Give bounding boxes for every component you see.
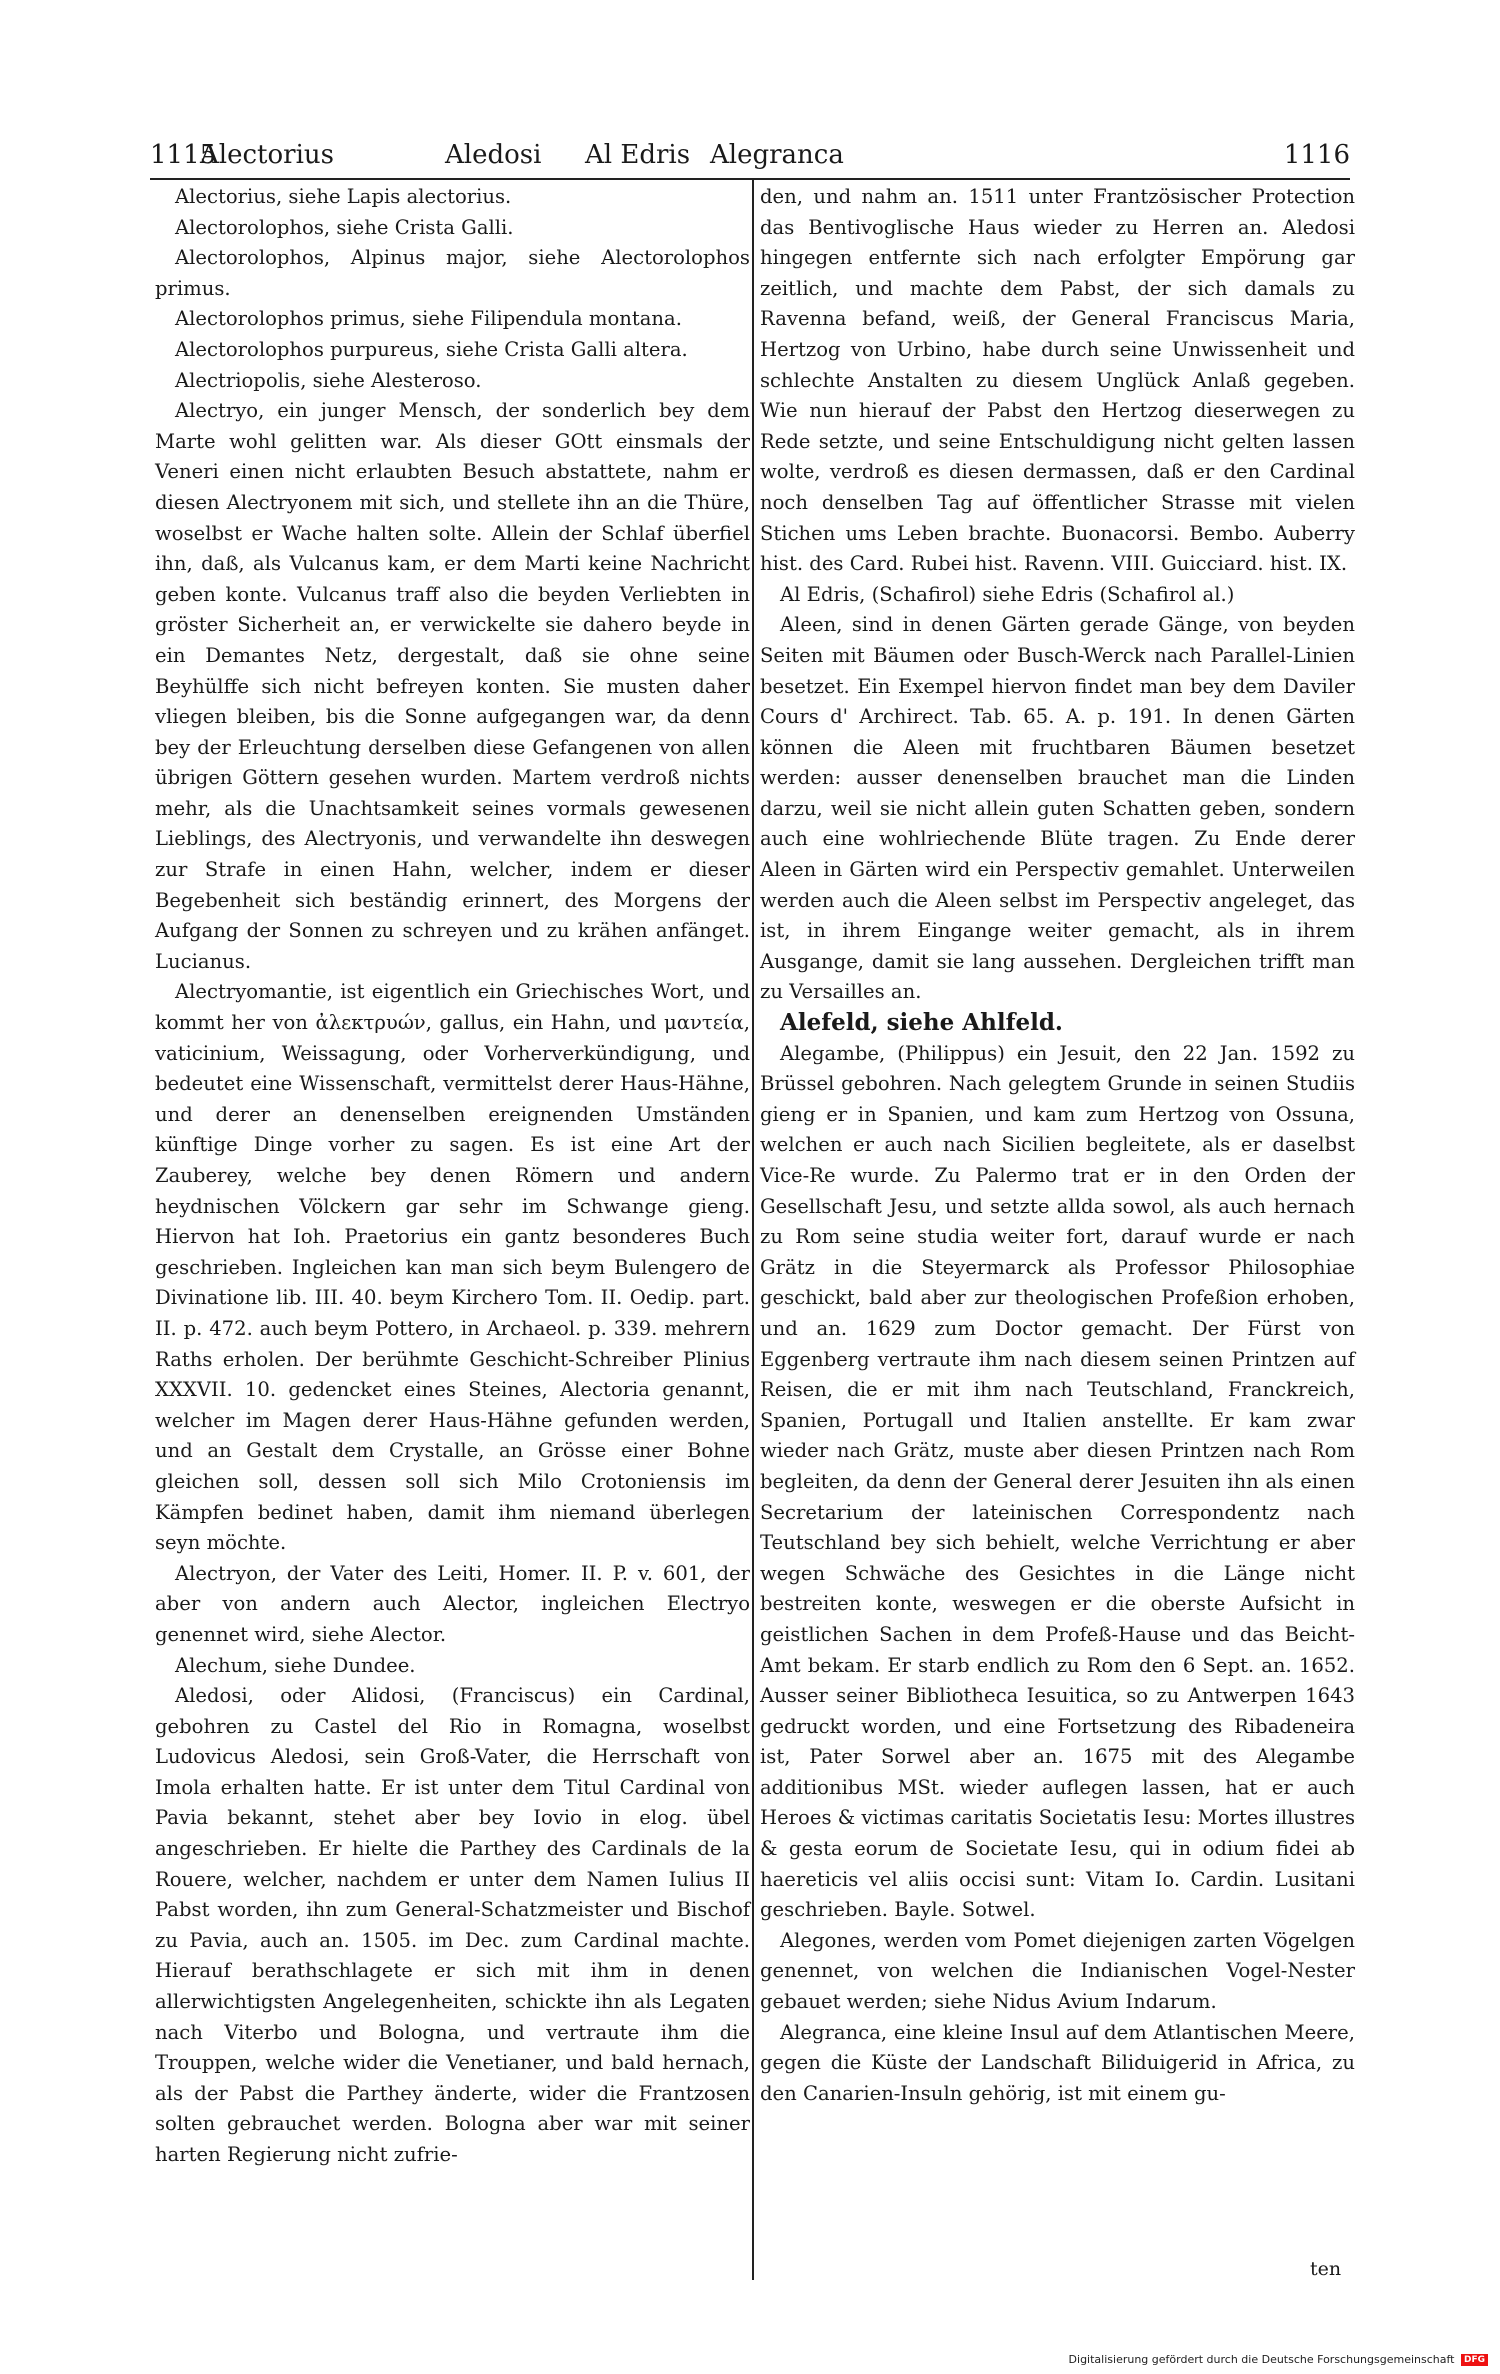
left-column [155, 182, 750, 2171]
entry-alegones: Alegones, werden vom Pomet diejenigen zarten Vögelgen genennet, von welchen die Indianischen Vogel-Nester gebauet werden; siehe Nidus Avium Indarum. [760, 1928, 1355, 2014]
right-column [760, 182, 1355, 2109]
entry-aledosi: Aledosi, oder Alidosi, (Franciscus) ein Cardinal, gebohren zu Castel del Rio in Romagna, woselbst Ludovicus Aledosi, sein Groß-Vater, die Herrschaft von Imola erhalten hatte. Er ist unter dem Titul Cardinal von Pavia bekannt, stehet aber bey Iovio in elog. übel angeschrieben. Er hielte die Parthey des Cardinals de la Rouere, welcher, nachdem er unter dem Namen Iulius II Pabst worden, ihn zum General-Schatzmeister und Bischof zu Pavia, auch an. 1505. im Dec. zum Cardinal machte. Hierauf berathschlagete er sich mit ihm in denen allerwichtigsten Angelegenheiten, schickte ihn als Legaten nach Viterbo und Bologna, und vertraute ihm die Trouppen, welche wider die Venetianer, und bald hernach, als der Pabst die Parthey änderte, wider die Frantzosen solten gebrauchet werden. Bologna aber war mit seiner harten Regierung nicht zufrie- [155, 1684, 750, 2166]
entry-alectryon: Alectryon, der Vater des Leiti, Homer. II. P. v. 601, der aber von andern auch Alector, ingleichen Electryo genennet wird, siehe Alector. [155, 1561, 750, 1646]
entry-alechum: Alechum, siehe Dundee. [175, 1653, 416, 1677]
entry-alectorolophos-purpureus: Alectorolophos purpureus, siehe Crista Galli altera. [175, 337, 688, 361]
entry-alegranca: Alegranca, eine kleine Insul auf dem Atlantischen Meere, gegen die Küste der Landschaft Biliduigerid in Africa, zu den Canarien-Insuln gehörig, ist mit einem gu- [760, 2020, 1355, 2105]
digitization-footer [1069, 2353, 1488, 2366]
right-header-term-2: Alegranca [710, 140, 844, 170]
entry-alectorolophos-primus: Alectorolophos primus, siehe Filipendula montana. [175, 307, 682, 331]
entry-alectriopolis: Alectriopolis, siehe Alesteroso. [175, 368, 482, 392]
left-header-term-2: Aledosi [445, 140, 542, 170]
right-header-term-1: Al Edris [585, 140, 691, 170]
entry-alefeld: Alefeld, siehe Ahlfeld. [780, 1009, 1063, 1037]
entry-alectorius: Alectorius, siehe Lapis alectorius. [175, 185, 512, 208]
right-page-number: 1116 [1283, 140, 1350, 170]
left-page-number: 1115 [150, 140, 217, 170]
entry-al-edris: Al Edris, (Schafirol) siehe Edris (Schafirol al.) [780, 582, 1235, 606]
header-rule [150, 178, 1350, 180]
entry-alectorolophos-alpinus: Alectorolophos, Alpinus major, siehe Alectorolophos primus. [155, 246, 750, 300]
entry-alectryo: Alectryo, ein junger Mensch, der sonderlich bey dem Marte wohl gelitten war. Als dieser GOtt einsmals der Veneri einen nicht erlaubten Besuch abstattete, nahm er diesen Alectryonem mit sich, und stellete ihn an die Thüre, woselbst er Wache halten solte. Allein der Schlaf überfiel ihn, daß, als Vulcanus kam, er dem Marti keine Nachricht geben konte. Vulcanus traff also die beyden Verliebten in gröster Sicherheit an, er verwickelte sie dahero beyde in ein Demantes Netz, dergestalt, daß sie ohne seine Beyhülffe sich nicht befreyen konten. Sie musten daher vliegen bleiben, bis die Sonne aufgegangen war, da denn bey der Erleuchtung derselben diese Gefangenen von allen übrigen Göttern gesehen wurden. Martem verdroß nichts mehr, als die Unachtsamkeit seines vormals gewesenen Lieblings, des Alectryonis, und verwandelte ihn deswegen zur Strafe in einen Hahn, welcher, indem er dieser Begebenheit sich beständig erinnert, des Morgens der Aufgang der Sonnen zu schreyen und zu krähen anfänget. Lucianus. [155, 399, 750, 973]
entry-aleen: Aleen, sind in denen Gärten gerade Gänge, von beyden Seiten mit Bäumen oder Busch-Werck nach Parallel-Linien besetzet. Ein Exempel hiervon findet man bey dem Daviler Cours d' Archirect. Tab. 65. A. p. 191. In denen Gärten können die Aleen mit fruchtbaren Bäumen besetzet werden: ausser denenselben brauchet man die Linden darzu, weil sie nicht allein guten Schatten geben, sondern auch eine wohlriechende Blüte tragen. Zu Ende derer Aleen in Gärten wird ein Perspectiv gemahlet. Unterweilen werden auch die Aleen selbst im Perspectiv angeleget, das ist, in ihrem Eingange weiter gemacht, als in ihrem Ausgange, damit sie lang aussehen. Dergleichen trifft man zu Versailles an. [760, 613, 1355, 1004]
catchword: ten [1310, 2258, 1342, 2280]
column-divider [752, 180, 754, 2280]
dfg-logo: DFG [1461, 2354, 1488, 2366]
footer-text: Digitalisierung gefördert durch die Deutsche Forschungsgemeinschaft [1068, 2353, 1455, 2366]
entry-alegambe: Alegambe, (Philippus) ein Jesuit, den 22 Jan. 1592 zu Brüssel gebohren. Nach gelegtem Grunde in seinen Studiis gieng er in Spanien, und kam zum Hertzog von Ossuna, welchen er auch nach Sicilien begleitete, als er daselbst Vice-Re wurde. Zu Palermo trat er in den Orden der Gesellschaft Jesu, und setzte allda sowol, als auch hernach zu Rom seine studia weiter fort, darauf wurde er nach Grätz in die Steyermarck als Professor Philosophiae geschickt, bald aber zur theologischen Profeßion erhoben, und an. 1629 zum Doctor gemacht. Der Fürst von Eggenberg vertraute ihm nach diesem seinen Printzen auf Reisen, die er mit ihm nach Teutschland, Franckreich, Spanien, Portugall und Italien anstellte. Er kam zwar wieder nach Grätz, muste aber diesen Printzen nach Rom begleiten, da denn der General derer Jesuiten ihn als einen Secretarium der lateinischen Correspondentz nach Teutschland bey sich behielt, welche Verrichtung er aber wegen Schwäche des Gesichtes in die Länge nicht bestreiten konte, weswegen er die oberste Aufsicht in geistlichen Sachen in dem Profeß-Hause und das Beicht-Amt bekam. Er starb endlich zu Rom den 6 Sept. an. 1652. Ausser seiner Bibliotheca Iesuitica, so zu Antwerpen 1643 gedruckt worden, und eine Fortsetzung des Ribadeneira ist, Pater Sorwel aber an. 1675 mit des Alegambe additionibus MSt. wieder auflegen lassen, hat er auch Heroes & victimas caritatis Societatis Iesu: Mortes illustres & gesta eorum de Societate Iesu, qui in odium fidei ab haereticis vel aliis occisi sunt: Vitam Io. Cardin. Lusitani geschrieben. Bayle. Sotwel. [760, 1041, 1355, 1922]
entry-alectorolophos: Alectorolophos, siehe Crista Galli. [175, 215, 514, 239]
running-header [150, 140, 1350, 180]
entry-alectryomantie: Alectryomantie, ist eigentlich ein Griechisches Wort, und kommt her von ἀλεκτρυών, gallus, ein Hahn, und μαντεία, vaticinium, Weissagung, oder Vorherverkündigung, und bedeutet eine Wissenschaft, vermittelst derer Haus-Hähne, und derer an denenselben ereignenden Umständen künftige Dinge vorher zu sagen. Es ist eine Art der Zauberey, welche bey denen Römern und andern heydnischen Völckern gar sehr im Schwange gieng. Hiervon hat Ioh. Praetorius ein gantz besonderes Buch geschrieben. Ingleichen kan man sich beym Bulengero de Divinatione lib. III. 40. beym Kirchero Tom. II. Oedip. part. II. p. 472. auch beym Pottero, in Archaeol. p. 339. mehrern Raths erholen. Der berühmte Geschicht-Schreiber Plinius XXXVII. 10. gedencket eines Steines, Alectoria genannt, welcher im Magen derer Haus-Hähne gefunden werden, und an Gestalt dem Crystalle, an Grösse einer Bohne gleichen soll, dessen soll sich Milo Crotoniensis im Kämpfen bedinet haben, damit ihm niemand überlegen seyn möchte. [155, 980, 750, 1555]
left-header-term-1: Alectorius [200, 140, 334, 170]
entry-aledosi-continued: den, und nahm an. 1511 unter Frantzösischer Protection das Bentivoglische Haus wieder zu Herren an. Aledosi hingegen entfernte sich nach erfolgter Empörung gar zeitlich, und machte dem Pabst, der sich damals zu Ravenna befand, weiß, der General Franciscus Maria, Hertzog von Urbino, habe durch seine Unwissenheit und schlechte Anstalten zu diesem Unglück Anlaß gegeben. Wie nun hierauf der Pabst den Hertzog dieserwegen zu Rede setzte, und seine Entschuldigung nicht gelten lassen wolte, verdroß es diesen dermassen, daß er den Cardinal noch denselben Tag auf öffentlicher Strasse mit vielen Stichen ums Leben brachte. Buonacorsi. Bembo. Auberry hist. des Card. Rubei hist. Ravenn. VIII. Guicciard. hist. IX. [760, 185, 1355, 576]
